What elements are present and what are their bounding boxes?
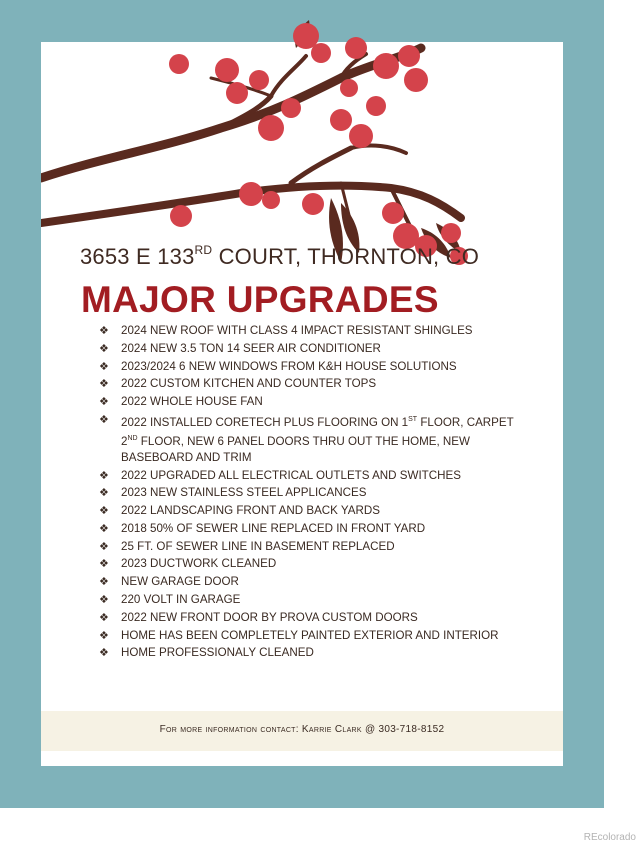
list-item-text: 2022 NEW FRONT DOOR BY PROVA CUSTOM DOORS (121, 610, 418, 624)
bullet-icon: ❖ (99, 594, 109, 607)
list-item (99, 376, 529, 392)
bullet-icon: ❖ (99, 342, 109, 355)
contact-band (41, 711, 563, 751)
list-item-text: 2022 LANDSCAPING FRONT AND BACK YARDS (121, 504, 381, 518)
list-item (99, 574, 529, 590)
bullet-icon: ❖ (99, 558, 109, 571)
bullet-icon: ❖ (99, 611, 109, 624)
bullet-icon: ❖ (99, 469, 109, 482)
list-item (99, 341, 529, 357)
bullet-icon: ❖ (99, 378, 109, 391)
bullet-icon: ❖ (99, 505, 109, 518)
list-item-text: 2018 50% OF SEWER LINE REPLACED IN FRONT YARD (121, 521, 426, 535)
watermark-credit: REcolorado (583, 832, 636, 843)
list-item (99, 323, 529, 339)
list-item (99, 628, 529, 644)
list-item (99, 503, 529, 519)
address-number: 3653 E 133 (80, 244, 195, 269)
list-item (99, 592, 529, 608)
list-item-text: 2022 WHOLE HOUSE FAN (121, 395, 263, 409)
bullet-icon: ❖ (99, 413, 109, 426)
address-rest: COURT, THORNTON, CO (212, 244, 480, 269)
bullet-icon: ❖ (99, 487, 109, 500)
ordinal-suffix: ST (408, 415, 418, 423)
contact-text: For more information contact: Karrie Clark @ 303-718-8152 (159, 724, 445, 735)
list-item (99, 539, 529, 555)
list-item (99, 645, 529, 661)
list-item-text: FLOOR, CARPET 2 (121, 415, 514, 448)
contact-info (41, 724, 563, 735)
list-item (99, 521, 529, 537)
list-item-text: 2022 UPGRADED ALL ELECTRICAL OUTLETS AND SWITCHES (121, 468, 461, 482)
list-item (99, 359, 529, 375)
bullet-icon: ❖ (99, 522, 109, 535)
list-item-text: 25 FT. OF SEWER LINE IN BASEMENT REPLACED (121, 539, 395, 553)
list-item-text: 2024 NEW ROOF WITH CLASS 4 IMPACT RESISTANT SHINGLES (121, 324, 473, 337)
list-item-text: 2023/2024 6 NEW WINDOWS FROM K&H HOUSE SOLUTIONS (121, 359, 457, 373)
list-item-text: NEW GARAGE DOOR (121, 575, 239, 589)
property-address (80, 244, 550, 270)
list-item-text: HOME HAS BEEN COMPLETELY PAINTED EXTERIOR AND INTERIOR (121, 628, 499, 642)
bullet-icon: ❖ (99, 576, 109, 589)
bullet-icon: ❖ (99, 647, 109, 660)
bullet-icon: ❖ (99, 360, 109, 373)
list-item-text: 2023 DUCTWORK CLEANED (121, 557, 277, 571)
bullet-icon: ❖ (99, 629, 109, 642)
list-item (99, 556, 529, 572)
list-item-text: 2024 NEW 3.5 TON 14 SEER AIR CONDITIONER (121, 341, 381, 355)
list-item (99, 485, 529, 501)
bullet-icon: ❖ (99, 396, 109, 409)
ordinal-suffix: ND (127, 434, 138, 442)
list-item (99, 610, 529, 626)
bullet-icon: ❖ (99, 325, 109, 337)
list-item-text: 2022 CUSTOM KITCHEN AND COUNTER TOPS (121, 377, 377, 391)
bullet-icon: ❖ (99, 540, 109, 553)
upgrade-list (99, 323, 529, 663)
list-item-text: 2022 INSTALLED CORETECH PLUS FLOORING ON 1 (121, 415, 409, 429)
list-item-text: HOME PROFESSIONALY CLEANED (121, 646, 314, 660)
list-item-text: 220 VOLT IN GARAGE (121, 593, 241, 607)
list-item (99, 412, 529, 466)
list-item (99, 468, 529, 484)
list-item-text: FLOOR, NEW 6 PANEL DOORS THRU OUT THE HOME, NEW BASEBOARD AND TRIM (121, 434, 470, 464)
flyer-sheet (41, 42, 563, 766)
page-title: MAJOR UPGRADES (81, 279, 439, 320)
list-item-text: 2023 NEW STAINLESS STEEL APPLICANCES (121, 486, 367, 500)
address-ordinal: RD (194, 242, 213, 257)
list-item (99, 394, 529, 410)
